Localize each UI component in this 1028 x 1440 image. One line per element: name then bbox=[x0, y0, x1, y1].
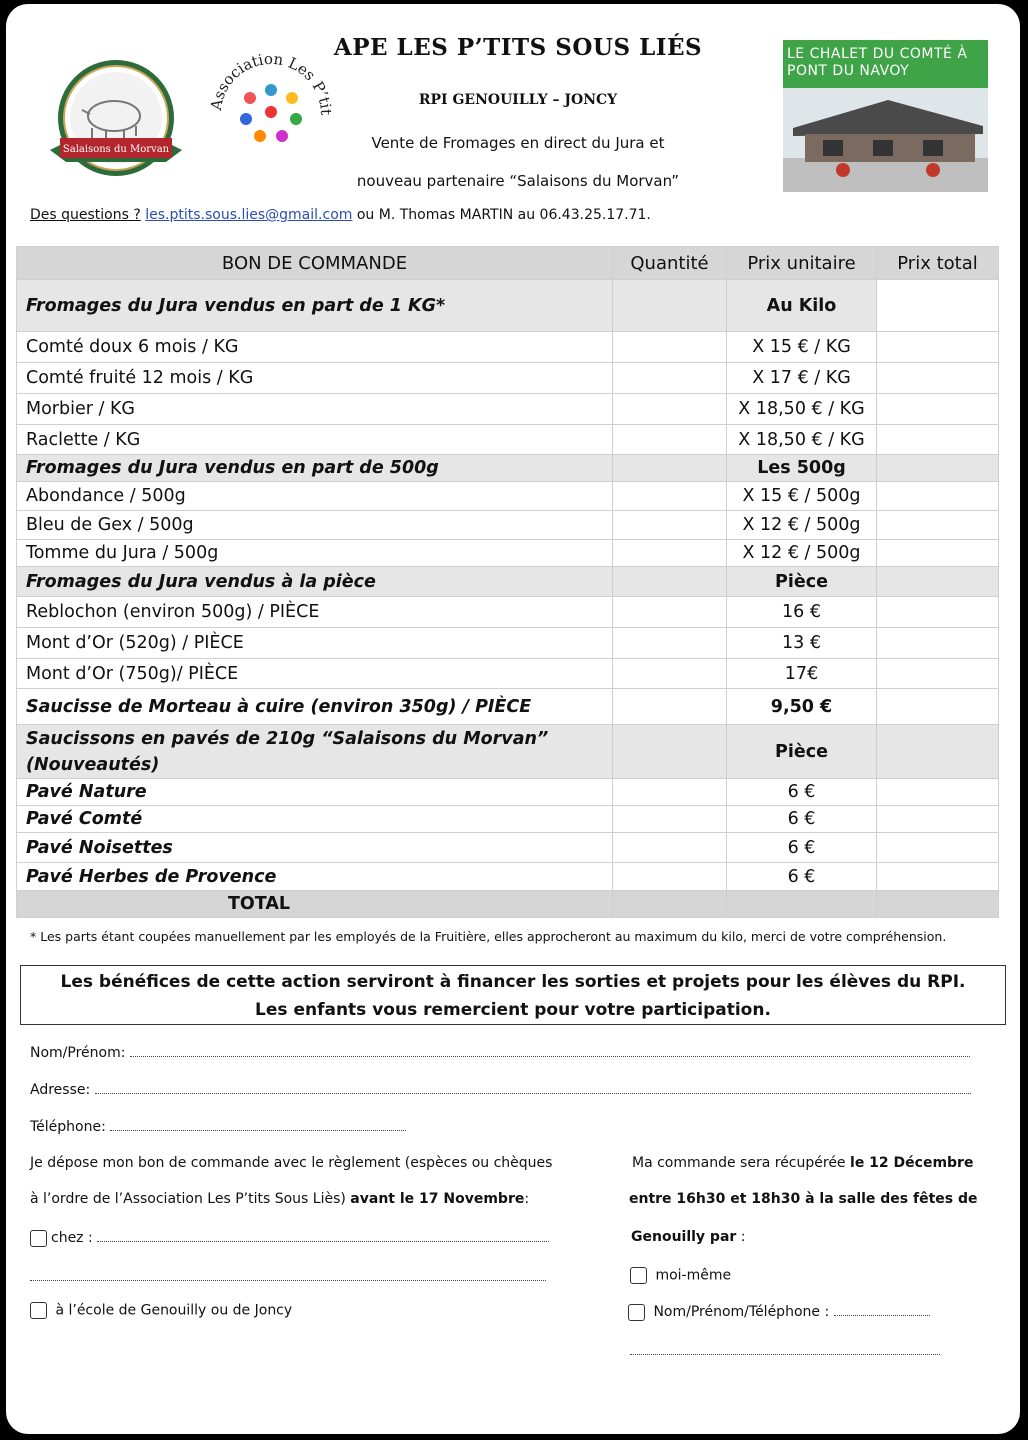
other-person-dotted-line[interactable] bbox=[834, 1303, 930, 1316]
quantity-cell[interactable] bbox=[613, 482, 727, 511]
chalet-banner-text: LE CHALET DU COMTÉ À PONT DU NAVOY bbox=[783, 40, 988, 88]
item-label: Comté doux 6 mois / KG bbox=[17, 332, 613, 363]
quantity-cell[interactable] bbox=[613, 833, 727, 863]
total-unit-cell bbox=[727, 891, 877, 918]
association-logo-text: Association Les P’tit bbox=[207, 49, 336, 116]
school-label: à l’école de Genouilly ou de Joncy bbox=[55, 1302, 293, 1319]
table-row bbox=[17, 863, 999, 891]
item-price: 13 € bbox=[727, 628, 877, 659]
item-label: Pavé Comté bbox=[17, 806, 613, 833]
self-label: moi-même bbox=[655, 1267, 732, 1284]
pickup-line-1 bbox=[632, 1155, 973, 1171]
item-price: 6 € bbox=[727, 806, 877, 833]
item-price: X 12 € / 500g bbox=[727, 540, 877, 567]
quantity-cell[interactable] bbox=[613, 628, 727, 659]
item-price: X 17 € / KG bbox=[727, 363, 877, 394]
section-price: Les 500g bbox=[727, 455, 877, 482]
section-price: Au Kilo bbox=[727, 280, 877, 332]
pickup-line-2: entre 16h30 et 18h30 à la salle des fêtes de bbox=[629, 1191, 978, 1207]
table-row bbox=[17, 425, 999, 455]
order-form-sheet bbox=[6, 4, 1020, 1434]
page-subtitle: RPI GENOUILLY – JONCY bbox=[418, 92, 618, 108]
item-label: Mont d’Or (750g)/ PIÈCE bbox=[17, 659, 613, 689]
item-label: Comté fruité 12 mois / KG bbox=[17, 363, 613, 394]
table-row bbox=[17, 597, 999, 628]
item-price: X 12 € / 500g bbox=[727, 511, 877, 540]
page-title: APE LES P’TITS SOUS LIÉS bbox=[333, 34, 703, 61]
pickup-line-3: Genouilly par : bbox=[631, 1229, 746, 1245]
morvan-logo-text: Salaisons du Morvan bbox=[62, 144, 170, 155]
footnote: * Les parts étant coupées manuellement par les employés de la Fruitière, elles approcheront au maximum du kilo, merci de votre compréhension. bbox=[30, 929, 947, 944]
total-cell[interactable] bbox=[877, 833, 999, 863]
item-price: X 15 € / 500g bbox=[727, 482, 877, 511]
item-label: Pavé Herbes de Provence bbox=[17, 863, 613, 891]
total-quantity-cell[interactable] bbox=[613, 891, 727, 918]
total-cell[interactable] bbox=[877, 628, 999, 659]
self-checkbox[interactable] bbox=[630, 1267, 647, 1284]
deposit-deadline: avant le 17 Novembre bbox=[350, 1191, 525, 1207]
total-cell[interactable] bbox=[877, 394, 999, 425]
table-row bbox=[17, 628, 999, 659]
table-row bbox=[17, 540, 999, 567]
item-label: Reblochon (environ 500g) / PIÈCE bbox=[17, 597, 613, 628]
pickup-place: Genouilly par bbox=[631, 1229, 737, 1245]
address-label: Adresse: bbox=[30, 1082, 91, 1098]
deposit-text: à l’ordre de l’Association Les P’tits Sous Liès) bbox=[30, 1191, 346, 1207]
phone-dotted-line[interactable] bbox=[110, 1118, 406, 1131]
deposit-line-2: à l’ordre de l’Association Les P’tits Sous Liès) avant le 17 Novembre: bbox=[30, 1191, 530, 1207]
email-link[interactable]: les.ptits.sous.lies@gmail.com bbox=[145, 207, 353, 223]
table-row bbox=[17, 689, 999, 725]
table-row bbox=[17, 779, 999, 806]
total-row bbox=[17, 891, 999, 918]
section-row bbox=[17, 725, 999, 779]
grand-total-cell[interactable] bbox=[877, 891, 999, 918]
address-dotted-line[interactable] bbox=[95, 1081, 971, 1094]
total-cell[interactable] bbox=[877, 332, 999, 363]
quantity-cell[interactable] bbox=[613, 863, 727, 891]
order-table bbox=[16, 246, 999, 918]
name-label: Nom/Prénom: bbox=[30, 1045, 126, 1061]
quantity-cell bbox=[613, 455, 727, 482]
chez-option[interactable] bbox=[30, 1229, 549, 1247]
item-label: Saucisse de Morteau à cuire (environ 350g) / PIÈCE bbox=[17, 689, 613, 725]
pickup-text: Ma commande sera récupérée bbox=[632, 1155, 846, 1171]
quantity-cell[interactable] bbox=[613, 689, 727, 725]
table-row bbox=[17, 394, 999, 425]
item-label: Mont d’Or (520g) / PIÈCE bbox=[17, 628, 613, 659]
section-row bbox=[17, 455, 999, 482]
total-cell[interactable] bbox=[877, 511, 999, 540]
table-row bbox=[17, 659, 999, 689]
other-person-option[interactable] bbox=[628, 1303, 930, 1321]
quantity-cell[interactable] bbox=[613, 394, 727, 425]
item-label: Raclette / KG bbox=[17, 425, 613, 455]
total-cell[interactable] bbox=[877, 425, 999, 455]
benefit-line-2: Les enfants vous remercient pour votre participation. bbox=[255, 1000, 771, 1020]
chalet-du-comte-logo bbox=[783, 40, 988, 192]
quantity-cell[interactable] bbox=[613, 363, 727, 394]
section-label: Saucissons en pavés de 210g “Salaisons du Morvan” (Nouveautés) bbox=[17, 725, 613, 779]
school-option[interactable] bbox=[30, 1302, 292, 1319]
pickup-date: le 12 Décembre bbox=[850, 1155, 974, 1171]
phone-label: Téléphone: bbox=[30, 1119, 106, 1135]
address-field[interactable] bbox=[30, 1081, 971, 1098]
quantity-cell bbox=[613, 725, 727, 779]
section-label: Fromages du Jura vendus à la pièce bbox=[17, 567, 613, 597]
total-cell bbox=[877, 455, 999, 482]
section-row bbox=[17, 280, 999, 332]
section-row bbox=[17, 567, 999, 597]
quantity-cell bbox=[613, 567, 727, 597]
item-label: Pavé Nature bbox=[17, 779, 613, 806]
total-cell bbox=[877, 725, 999, 779]
other-person-checkbox[interactable] bbox=[628, 1304, 645, 1321]
quantity-cell bbox=[613, 280, 727, 332]
item-label: Abondance / 500g bbox=[17, 482, 613, 511]
total-cell bbox=[877, 280, 999, 332]
total-cell bbox=[877, 567, 999, 597]
total-cell[interactable] bbox=[877, 482, 999, 511]
table-row bbox=[17, 833, 999, 863]
item-price: 16 € bbox=[727, 597, 877, 628]
header-quantity: Quantité bbox=[613, 247, 727, 280]
header-unit-price: Prix unitaire bbox=[727, 247, 877, 280]
table-row bbox=[17, 482, 999, 511]
quantity-cell[interactable] bbox=[613, 511, 727, 540]
benefit-box bbox=[20, 965, 1006, 1025]
item-label: Pavé Noisettes bbox=[17, 833, 613, 863]
item-price: X 15 € / KG bbox=[727, 332, 877, 363]
questions-contact: ou M. Thomas MARTIN au 06.43.25.17.71. bbox=[352, 207, 651, 223]
total-cell[interactable] bbox=[877, 863, 999, 891]
item-price: 6 € bbox=[727, 863, 877, 891]
chez-label: chez : bbox=[51, 1230, 93, 1246]
other-person-label: Nom/Prénom/Téléphone : bbox=[653, 1304, 830, 1320]
questions-line bbox=[30, 207, 651, 223]
total-cell[interactable] bbox=[877, 540, 999, 567]
salaisons-morvan-logo bbox=[46, 58, 186, 188]
quantity-cell[interactable] bbox=[613, 540, 727, 567]
item-label: Tomme du Jura / 500g bbox=[17, 540, 613, 567]
table-row bbox=[17, 363, 999, 394]
item-price: 6 € bbox=[727, 833, 877, 863]
total-cell[interactable] bbox=[877, 659, 999, 689]
item-price: X 18,50 € / KG bbox=[727, 394, 877, 425]
quantity-cell[interactable] bbox=[613, 806, 727, 833]
quantity-cell[interactable] bbox=[613, 425, 727, 455]
section-price: Pièce bbox=[727, 725, 877, 779]
table-row bbox=[17, 511, 999, 540]
section-label: Fromages du Jura vendus en part de 1 KG* bbox=[17, 280, 613, 332]
self-option[interactable] bbox=[630, 1267, 731, 1284]
chez-checkbox[interactable] bbox=[30, 1230, 47, 1247]
intro-line-2: nouveau partenaire “Salaisons du Morvan” bbox=[356, 172, 680, 190]
header-total-price: Prix total bbox=[877, 247, 999, 280]
total-cell[interactable] bbox=[877, 689, 999, 725]
table-header-row bbox=[17, 247, 999, 280]
school-checkbox[interactable] bbox=[30, 1302, 47, 1319]
table-row bbox=[17, 332, 999, 363]
item-price: 6 € bbox=[727, 779, 877, 806]
quantity-cell[interactable] bbox=[613, 597, 727, 628]
chez-second-line[interactable] bbox=[30, 1268, 546, 1285]
quantity-cell[interactable] bbox=[613, 332, 727, 363]
quantity-cell[interactable] bbox=[613, 659, 727, 689]
item-price: 9,50 € bbox=[727, 689, 877, 725]
item-price: X 18,50 € / KG bbox=[727, 425, 877, 455]
questions-label: Des questions ? bbox=[30, 207, 141, 223]
total-label: TOTAL bbox=[17, 891, 613, 918]
name-dotted-line[interactable] bbox=[130, 1044, 970, 1057]
header-order: BON DE COMMANDE bbox=[17, 247, 613, 280]
item-price: 17€ bbox=[727, 659, 877, 689]
item-label: Morbier / KG bbox=[17, 394, 613, 425]
chez-dotted-line[interactable] bbox=[97, 1229, 549, 1242]
name-field[interactable] bbox=[30, 1044, 970, 1061]
section-price: Pièce bbox=[727, 567, 877, 597]
total-cell[interactable] bbox=[877, 779, 999, 806]
intro-line-1: Vente de Fromages en direct du Jura et bbox=[371, 134, 665, 152]
quantity-cell[interactable] bbox=[613, 779, 727, 806]
chez-dotted-line-2[interactable] bbox=[30, 1268, 546, 1281]
section-label: Fromages du Jura vendus en part de 500g bbox=[17, 455, 613, 482]
phone-field[interactable] bbox=[30, 1118, 406, 1135]
total-cell[interactable] bbox=[877, 597, 999, 628]
item-label: Bleu de Gex / 500g bbox=[17, 511, 613, 540]
table-row bbox=[17, 806, 999, 833]
other-person-dotted-line-2[interactable] bbox=[630, 1342, 940, 1355]
total-cell[interactable] bbox=[877, 363, 999, 394]
total-cell[interactable] bbox=[877, 806, 999, 833]
other-person-second-line[interactable] bbox=[630, 1342, 940, 1359]
benefit-line-1: Les bénéfices de cette action serviront à financer les sorties et projets pour les élèves du RPI. bbox=[60, 972, 966, 992]
deposit-line-1: Je dépose mon bon de commande avec le règlement (espèces ou chèques bbox=[30, 1155, 553, 1171]
